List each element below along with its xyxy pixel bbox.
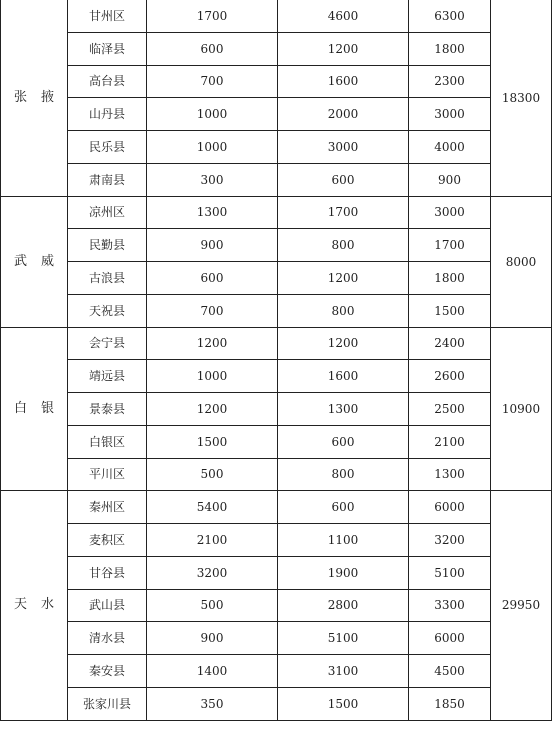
city-name-second-char: 银 (41, 400, 55, 416)
value-a-cell: 300 (147, 163, 278, 196)
value-a-cell: 700 (147, 65, 278, 98)
city-name-cell (1, 196, 68, 327)
value-a-cell: 900 (147, 622, 278, 655)
value-b-cell: 3100 (278, 655, 409, 688)
table-row (1, 294, 552, 327)
value-a-cell: 1000 (147, 131, 278, 164)
value-a-cell: 1000 (147, 98, 278, 131)
county-name-cell: 甘州区 (68, 0, 147, 32)
value-c-cell: 1800 (409, 32, 491, 65)
value-a-cell: 1400 (147, 655, 278, 688)
county-name-cell: 清水县 (68, 622, 147, 655)
value-c-cell: 4500 (409, 655, 491, 688)
value-a-cell: 600 (147, 262, 278, 295)
county-name-cell: 会宁县 (68, 327, 147, 360)
value-c-cell: 6000 (409, 491, 491, 524)
value-c-cell: 6000 (409, 622, 491, 655)
value-b-cell: 600 (278, 491, 409, 524)
table-row (1, 131, 552, 164)
value-b-cell: 1200 (278, 262, 409, 295)
table-row (1, 524, 552, 557)
county-name-cell: 秦州区 (68, 491, 147, 524)
city-name-first-char: 张 (13, 89, 27, 105)
value-c-cell: 2400 (409, 327, 491, 360)
value-c-cell: 3300 (409, 589, 491, 622)
value-c-cell: 3000 (409, 196, 491, 229)
county-name-cell: 古浪县 (68, 262, 147, 295)
county-name-cell: 靖远县 (68, 360, 147, 393)
value-b-cell: 1300 (278, 393, 409, 426)
value-c-cell: 1700 (409, 229, 491, 262)
value-a-cell: 1200 (147, 327, 278, 360)
value-b-cell: 5100 (278, 622, 409, 655)
value-a-cell: 1700 (147, 0, 278, 32)
county-name-cell: 平川区 (68, 458, 147, 491)
value-c-cell: 3200 (409, 524, 491, 557)
value-c-cell: 4000 (409, 131, 491, 164)
value-b-cell: 1900 (278, 556, 409, 589)
county-name-cell: 秦安县 (68, 655, 147, 688)
value-b-cell: 4600 (278, 0, 409, 32)
value-c-cell: 5100 (409, 556, 491, 589)
value-a-cell: 500 (147, 458, 278, 491)
table-row (1, 458, 552, 491)
table-row (1, 229, 552, 262)
value-b-cell: 3000 (278, 131, 409, 164)
value-a-cell: 700 (147, 294, 278, 327)
value-b-cell: 800 (278, 294, 409, 327)
county-name-cell: 武山县 (68, 589, 147, 622)
city-name-first-char: 天 (13, 597, 27, 613)
table-row (1, 196, 552, 229)
city-name-cell (1, 327, 68, 491)
table-row (1, 589, 552, 622)
value-a-cell: 900 (147, 229, 278, 262)
value-c-cell: 2500 (409, 393, 491, 426)
value-b-cell: 1200 (278, 32, 409, 65)
city-name-first-char: 白 (13, 400, 27, 416)
city-total-cell: 18300 (491, 0, 552, 196)
value-a-cell: 500 (147, 589, 278, 622)
city-name-first-char: 武 (13, 253, 27, 269)
value-b-cell: 1600 (278, 65, 409, 98)
table-body (1, 0, 552, 720)
county-name-cell: 凉州区 (68, 196, 147, 229)
value-b-cell: 600 (278, 163, 409, 196)
value-b-cell: 2800 (278, 589, 409, 622)
value-a-cell: 1000 (147, 360, 278, 393)
value-b-cell: 1100 (278, 524, 409, 557)
county-name-cell: 临泽县 (68, 32, 147, 65)
value-c-cell: 1850 (409, 687, 491, 720)
county-name-cell: 肃南县 (68, 163, 147, 196)
county-name-cell: 高台县 (68, 65, 147, 98)
table-row (1, 98, 552, 131)
city-total-cell: 8000 (491, 196, 552, 327)
county-name-cell: 甘谷县 (68, 556, 147, 589)
value-b-cell: 1200 (278, 327, 409, 360)
county-name-cell: 麦积区 (68, 524, 147, 557)
value-c-cell: 1300 (409, 458, 491, 491)
city-name-second-char: 水 (41, 597, 55, 613)
table-row (1, 425, 552, 458)
city-name-second-char: 掖 (41, 89, 55, 105)
value-c-cell: 2100 (409, 425, 491, 458)
value-c-cell: 2300 (409, 65, 491, 98)
table-row (1, 0, 552, 32)
table-row (1, 687, 552, 720)
county-name-cell: 张家川县 (68, 687, 147, 720)
county-name-cell: 民乐县 (68, 131, 147, 164)
value-b-cell: 1600 (278, 360, 409, 393)
value-a-cell: 5400 (147, 491, 278, 524)
value-a-cell: 350 (147, 687, 278, 720)
value-a-cell: 2100 (147, 524, 278, 557)
table-row (1, 622, 552, 655)
value-c-cell: 6300 (409, 0, 491, 32)
value-a-cell: 3200 (147, 556, 278, 589)
value-b-cell: 2000 (278, 98, 409, 131)
value-b-cell: 1700 (278, 196, 409, 229)
table-row (1, 360, 552, 393)
value-c-cell: 1800 (409, 262, 491, 295)
table-row (1, 65, 552, 98)
table-row (1, 163, 552, 196)
value-a-cell: 1500 (147, 425, 278, 458)
city-name-cell (1, 0, 68, 196)
value-a-cell: 1200 (147, 393, 278, 426)
value-b-cell: 800 (278, 458, 409, 491)
county-name-cell: 山丹县 (68, 98, 147, 131)
value-b-cell: 800 (278, 229, 409, 262)
table-row (1, 556, 552, 589)
value-c-cell: 900 (409, 163, 491, 196)
table-row (1, 655, 552, 688)
city-name-cell (1, 491, 68, 720)
value-b-cell: 600 (278, 425, 409, 458)
table-row (1, 393, 552, 426)
table-row (1, 491, 552, 524)
value-c-cell: 2600 (409, 360, 491, 393)
city-total-cell: 10900 (491, 327, 552, 491)
county-name-cell: 天祝县 (68, 294, 147, 327)
table-row (1, 32, 552, 65)
county-name-cell: 景泰县 (68, 393, 147, 426)
value-a-cell: 1300 (147, 196, 278, 229)
table-row (1, 327, 552, 360)
value-c-cell: 3000 (409, 98, 491, 131)
table-row (1, 262, 552, 295)
city-total-cell: 29950 (491, 491, 552, 720)
value-a-cell: 600 (147, 32, 278, 65)
county-name-cell: 白银区 (68, 425, 147, 458)
value-b-cell: 1500 (278, 687, 409, 720)
value-c-cell: 1500 (409, 294, 491, 327)
county-name-cell: 民勤县 (68, 229, 147, 262)
city-name-second-char: 威 (41, 253, 55, 269)
